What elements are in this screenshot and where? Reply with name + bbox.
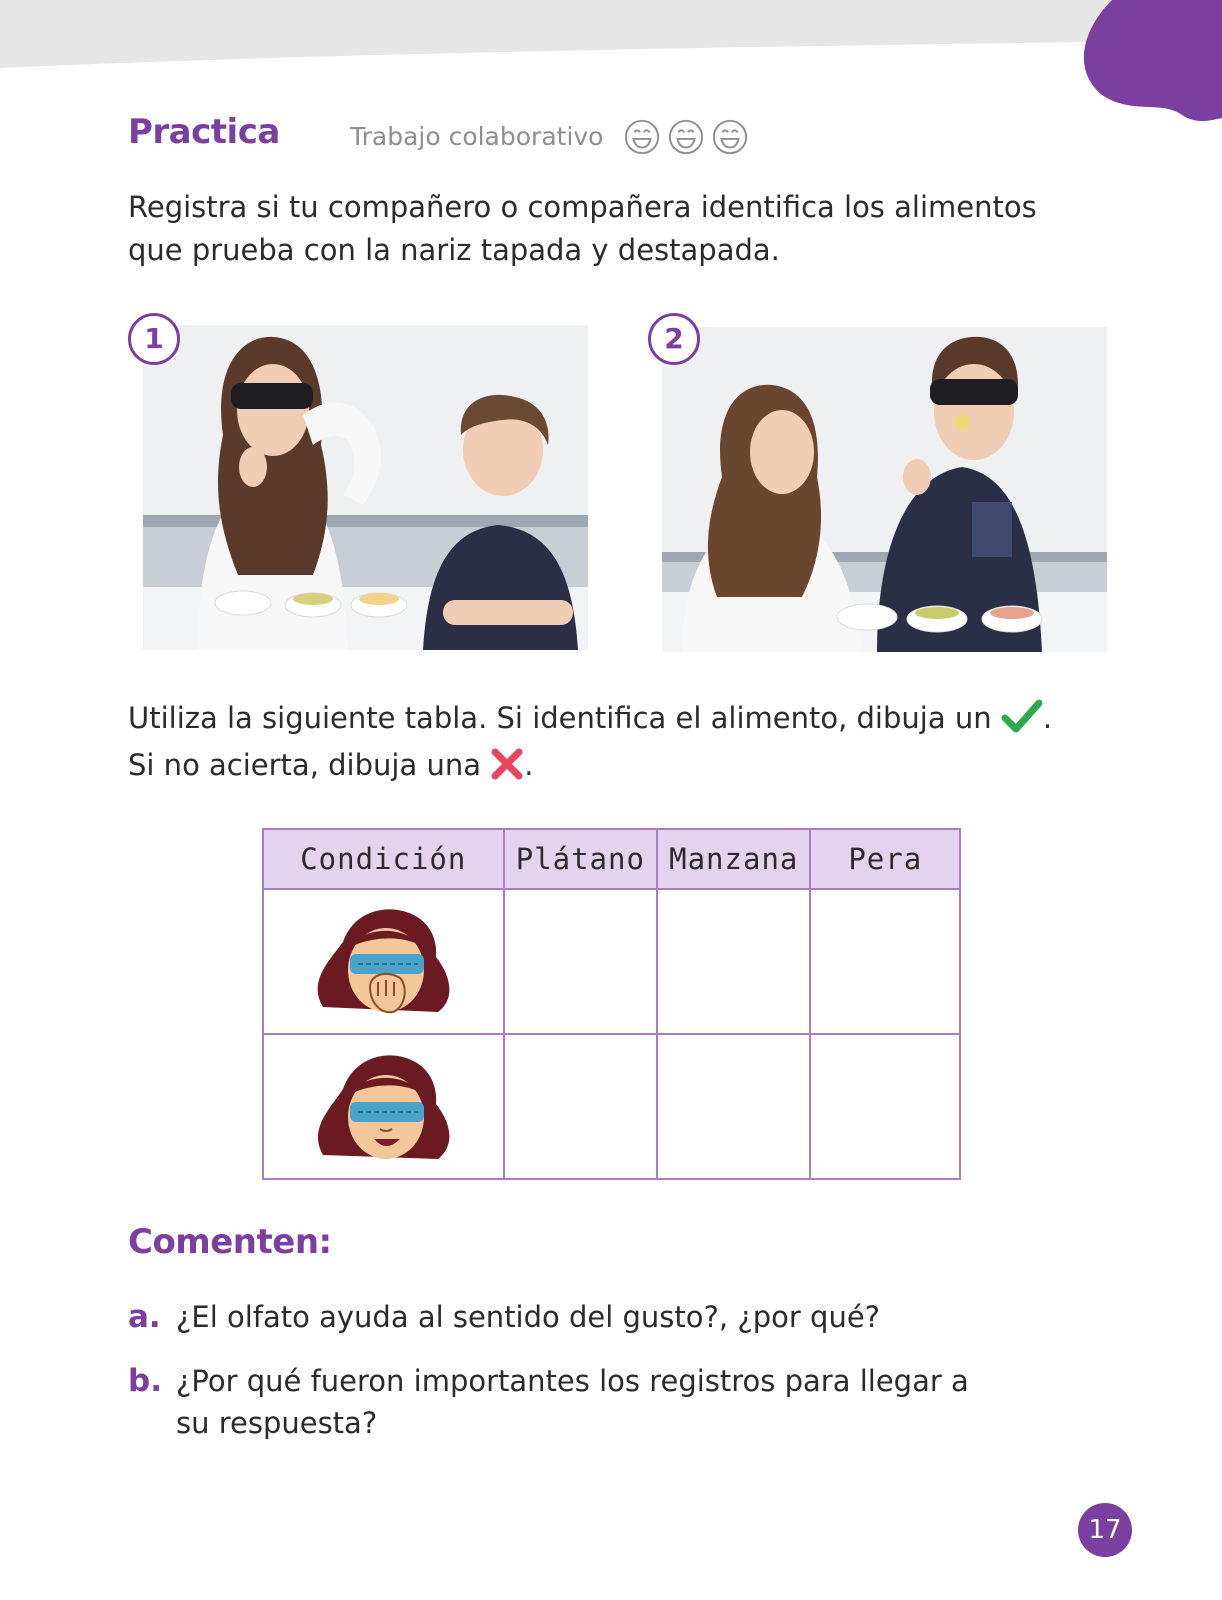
photo-number-badge: 1 — [128, 313, 180, 365]
table-cell[interactable] — [657, 889, 810, 1034]
condition-cell — [263, 889, 504, 1034]
smiley-icon — [711, 118, 749, 156]
table-cell[interactable] — [657, 1034, 810, 1179]
page-number: 17 — [1078, 1503, 1132, 1557]
table-instruction-line2: Si no acierta, dibuja una — [128, 748, 481, 782]
cross-icon — [490, 747, 524, 781]
table-instruction-line2-end: . — [524, 748, 534, 782]
column-header-platano: Plátano — [504, 829, 657, 889]
question-letter: b. — [128, 1363, 162, 1399]
question-a — [128, 1296, 988, 1338]
activity-instruction: Registra si tu compañero o compañera identifica los alimentos que prueba con la nariz tapada y destapada. — [128, 190, 1037, 267]
table-cell[interactable] — [810, 889, 960, 1034]
table-row — [263, 1034, 960, 1179]
condition-cell — [263, 1034, 504, 1179]
table-instruction — [128, 695, 1128, 789]
column-header-manzana: Manzana — [657, 829, 810, 889]
table-cell[interactable] — [504, 1034, 657, 1179]
recording-table — [262, 828, 961, 1180]
table-header-row — [263, 829, 960, 889]
top-band-decoration — [0, 0, 1222, 80]
smiley-icons-group — [623, 118, 749, 156]
photo-girl-blindfolded-tasting — [143, 325, 588, 650]
table-instruction-line1-end: . — [1042, 701, 1053, 735]
question-b — [128, 1360, 988, 1444]
smiley-icon — [623, 118, 661, 156]
question-text: ¿El olfato ayuda al sentido del gusto?, ¿por qué? — [176, 1300, 881, 1334]
photo-number-badge: 2 — [648, 313, 700, 365]
section-title: Practica — [128, 112, 280, 152]
table-row — [263, 889, 960, 1034]
table-instruction-line1: Utiliza la siguiente tabla. Si identifica el alimento, dibuja un — [128, 701, 992, 735]
table-cell[interactable] — [504, 889, 657, 1034]
question-letter: a. — [128, 1299, 161, 1335]
table-cell[interactable] — [810, 1034, 960, 1179]
check-icon — [1001, 698, 1043, 734]
smiley-icon — [667, 118, 705, 156]
photo-boy-blindfolded-tasting — [662, 327, 1107, 652]
comments-title: Comenten: — [128, 1222, 332, 1262]
column-header-pera: Pera — [810, 829, 960, 889]
collaborative-work-label: Trabajo colaborativo — [350, 122, 604, 151]
question-text: ¿Por qué fueron importantes los registros para llegar a su respuesta? — [176, 1364, 969, 1440]
girl-blindfolded-nose-covered-icon — [308, 902, 458, 1022]
corner-blob-decoration — [1072, 0, 1222, 125]
girl-blindfolded-nose-uncovered-icon — [308, 1047, 458, 1167]
column-header-condition: Condición — [263, 829, 504, 889]
